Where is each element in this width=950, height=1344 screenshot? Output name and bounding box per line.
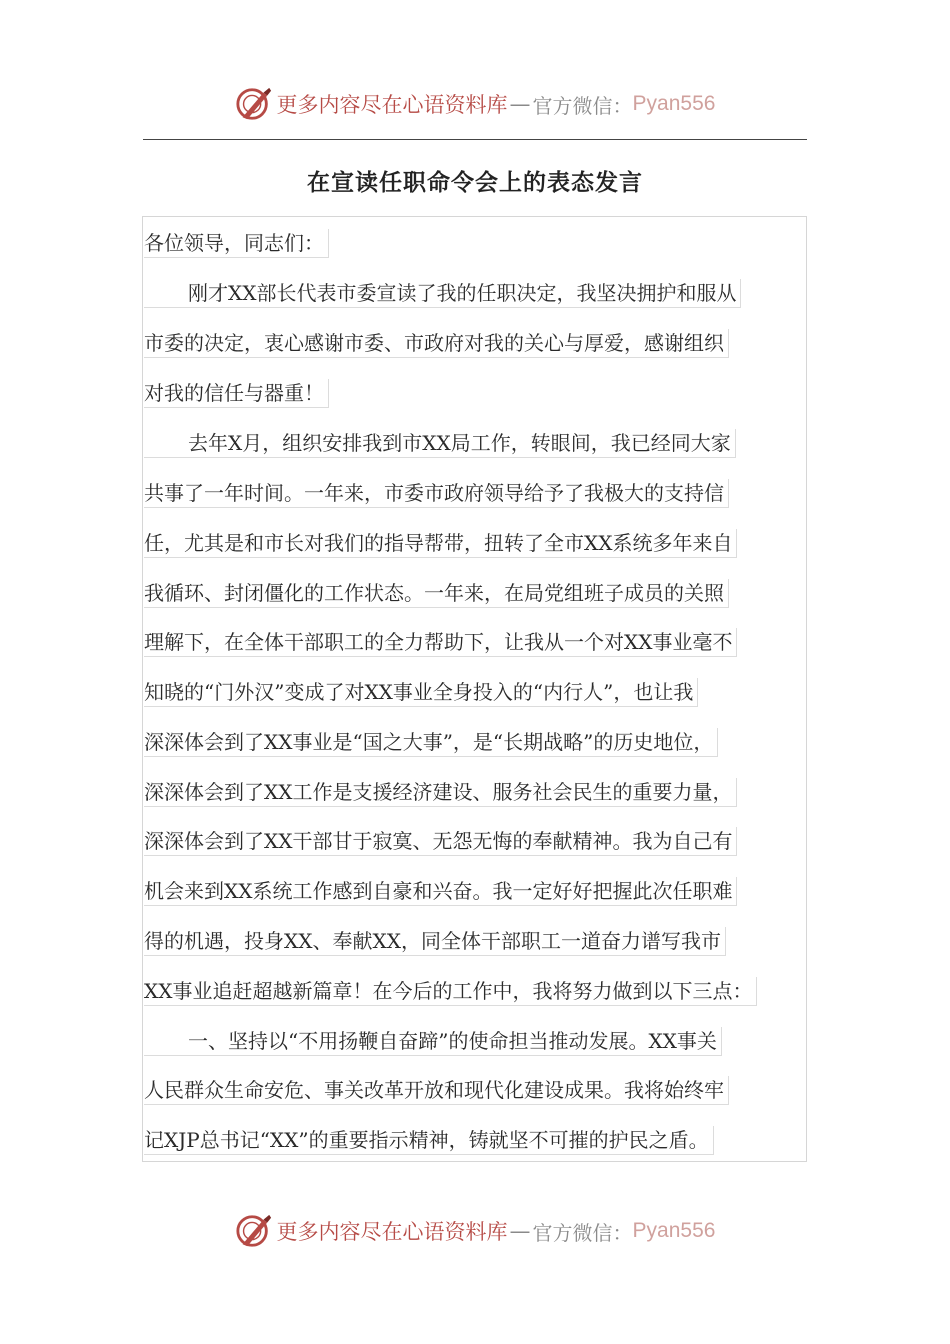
banner-sub-text: 官方微信：	[532, 1220, 633, 1245]
banner-wechat-id: Pyan556	[632, 92, 716, 115]
text-line: 得的机遇，投身XX、奉献XX，同全体干部职工一道奋力谱写我市	[144, 927, 726, 956]
document-title: 在宣读任职命令会上的表态发言	[307, 170, 643, 196]
text-line: 深深体会到了XX干部甘于寂寞、无怨无悔的奉献精神。我为自己有	[144, 827, 737, 856]
banner-dash: —	[509, 92, 531, 116]
text-line: 深深体会到了XX工作是支援经济建设、服务社会民生的重要力量，	[144, 778, 737, 807]
banner-wechat-id: Pyan556	[632, 1219, 716, 1242]
text-line: 理解下，在全体干部职工的全力帮助下，让我从一个对XX事业毫不	[144, 628, 737, 657]
text-line: 记XJP总书记“XX”的重要指示精神，铸就坚不可摧的护民之盾。	[144, 1126, 714, 1155]
banner-main-text: 更多内容尽在心语资料库	[276, 93, 508, 117]
text-line: 一、坚持以“不用扬鞭自奋蹄”的使命担当推动发展。XX事关	[144, 1027, 722, 1056]
text-line: 各位领导，同志们：	[144, 229, 329, 258]
text-line: 人民群众生命安危、事关改革开放和现代化建设成果。我将始终牢	[144, 1076, 729, 1105]
text-line: 共事了一年时间。一年来，市委市政府领导给予了我极大的支持信	[144, 479, 729, 508]
footer-banner	[0, 1207, 950, 1255]
header-banner	[0, 80, 950, 128]
header-divider	[143, 139, 807, 140]
text-line: 我循环、封闭僵化的工作状态。一年来，在局党组班子成员的关照	[144, 579, 729, 608]
text-line: 任，尤其是和市长对我们的指导帮带，扭转了全市XX系统多年来自	[144, 529, 737, 558]
banner-dash: —	[509, 1219, 531, 1243]
text-line: XX事业追赶超越新篇章！在今后的工作中，我将努力做到以下三点：	[144, 977, 757, 1006]
text-line: 深深体会到了XX事业是“国之大事”，是“长期战略”的历史地位，	[144, 728, 718, 757]
text-line: 对我的信任与器重！	[144, 379, 329, 408]
text-line: 刚才XX部长代表市委宣读了我的任职决定，我坚决拥护和服从	[144, 279, 741, 308]
pen-logo-icon	[235, 85, 273, 123]
text-line: 去年X月，组织安排我到市XX局工作，转眼间，我已经同大家	[144, 429, 736, 458]
text-line: 机会来到XX系统工作感到自豪和兴奋。我一定好好把握此次任职难	[144, 877, 737, 906]
banner-main-text: 更多内容尽在心语资料库	[276, 1220, 508, 1244]
text-line: 知晓的“门外汉”变成了对XX事业全身投入的“内行人”，也让我	[144, 678, 698, 707]
text-line: 市委的决定，衷心感谢市委、市政府对我的关心与厚爱，感谢组织	[144, 329, 729, 358]
banner-sub-text: 官方微信：	[532, 93, 633, 118]
pen-logo-icon	[235, 1212, 273, 1250]
